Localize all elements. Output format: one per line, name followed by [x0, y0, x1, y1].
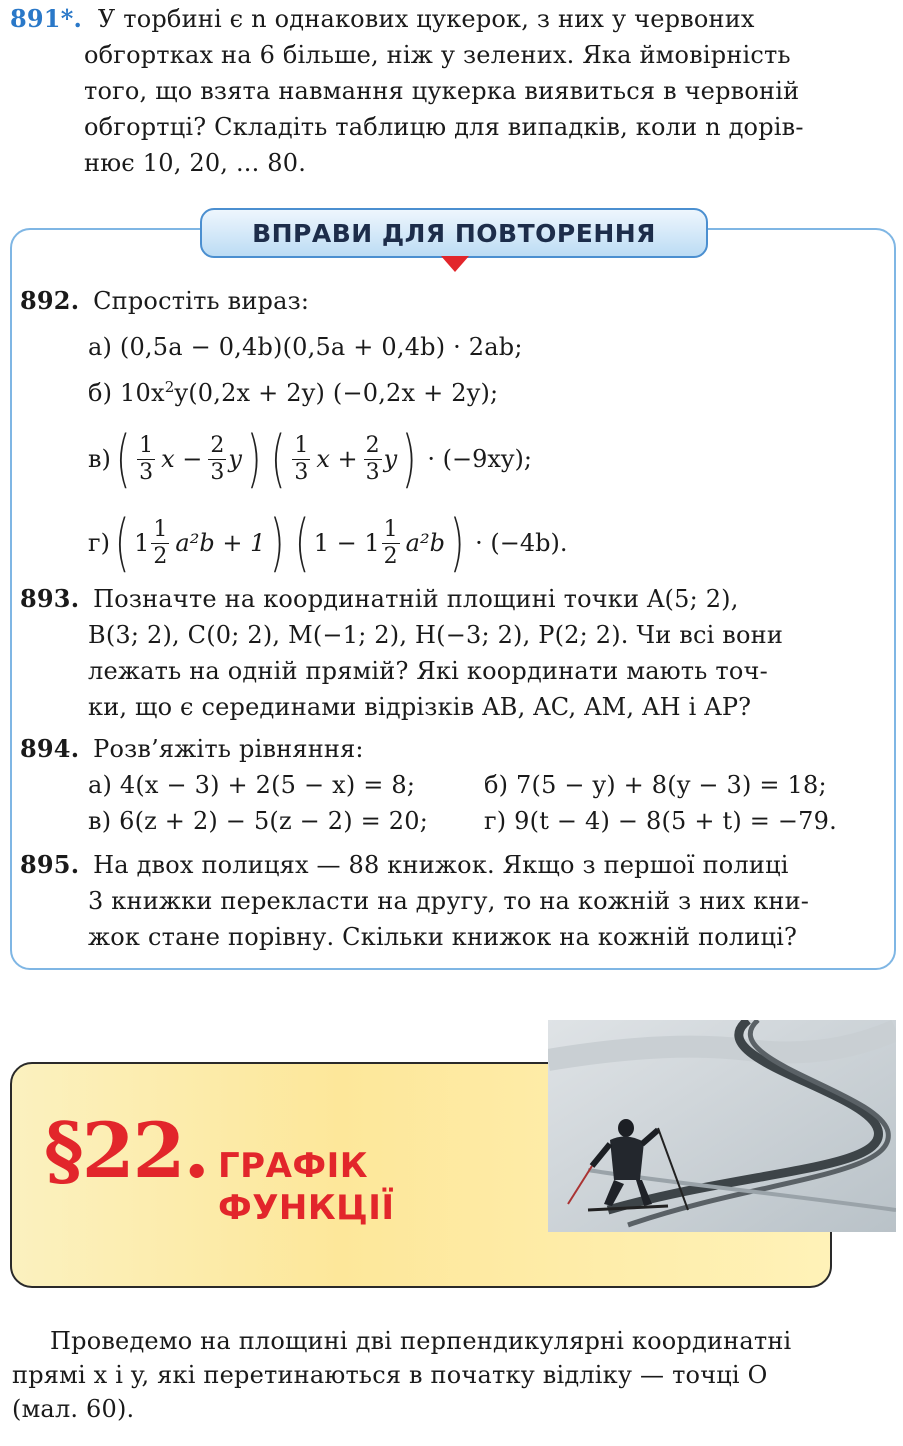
right-paren: ): [270, 506, 285, 579]
exercise-895-line-1: [20, 848, 789, 882]
exercise-893-line-3: лежать на одній прямій? Які координати мають точ-: [88, 657, 768, 685]
term: a²b + 1: [175, 529, 266, 557]
exercise-894-b: б) 7(5 − y) + 8(y − 3) = 18;: [484, 771, 827, 799]
exercise-892-v: [88, 424, 532, 494]
left-paren: (: [294, 506, 309, 579]
exercise-892-g-tail: · (−4b).: [475, 529, 568, 557]
fraction-numerator: 2: [365, 432, 380, 458]
exercise-893-text: Позначте на координатній площині точки A(5; 2),: [93, 585, 739, 613]
exercise-895-text: На двох полицях — 88 книжок. Якщо з першої полиці: [93, 851, 789, 879]
exercise-895-number: 895.: [20, 850, 80, 879]
exercise-892-g: [88, 508, 568, 578]
term: a²b: [405, 529, 445, 557]
fraction-numerator: 1: [139, 432, 154, 458]
intro-line-3: (мал. 60).: [12, 1395, 135, 1423]
term: x +: [316, 445, 358, 473]
fraction-denominator: 3: [210, 459, 225, 485]
exercise-892-v-tail: · (−9xy);: [427, 445, 532, 473]
exercise-892-b-sup: 2: [164, 378, 175, 396]
exercise-895-line-2: 3 книжки перекласти на другу, то на кожній з них кни-: [88, 887, 810, 915]
exercise-894-header: [20, 732, 364, 766]
exercise-892-g-label: г): [88, 529, 110, 557]
exercise-891-line-4: обгортці? Складіть таблицю для випадків, коли n дорів-: [84, 113, 804, 141]
section-banner: ВПРАВИ ДЛЯ ПОВТОРЕННЯ: [200, 208, 708, 258]
right-paren: ): [449, 506, 465, 579]
exercise-892-b: [88, 370, 498, 410]
exercise-893-line-4: ки, що є серединами відрізків AB, AC, AM, AH і AP?: [88, 693, 752, 721]
exercise-893-line-1: [20, 582, 739, 616]
fraction-denominator: 3: [365, 459, 380, 485]
exercise-891-line-5: нює 10, 20, ... 80.: [84, 149, 307, 177]
right-paren: ): [246, 422, 262, 495]
exercise-894-number: 894.: [20, 734, 80, 763]
left-paren: (: [270, 422, 286, 495]
intro-line-1: Проведемо на площині дві перпендикулярні координатні: [50, 1327, 792, 1355]
fraction-denominator: 3: [294, 459, 309, 485]
term: y: [228, 445, 242, 473]
left-paren: (: [115, 422, 131, 495]
left-paren: (: [114, 506, 130, 579]
fraction-numerator: 1: [294, 432, 309, 458]
fraction: [151, 517, 169, 570]
exercise-892-b-prefix: б) 10x: [88, 379, 165, 407]
exercise-894-g: г) 9(t − 4) − 8(5 + t) = −79.: [484, 807, 837, 835]
fraction-denominator: 2: [153, 543, 168, 569]
term: y: [383, 445, 398, 473]
fraction-denominator: 2: [383, 543, 398, 569]
skier-photo: [548, 1020, 896, 1232]
fraction-numerator: 1: [153, 516, 168, 542]
exercise-892-title: Спростіть вираз:: [93, 287, 310, 315]
fraction: [137, 433, 155, 486]
skier-photo-illustration: [548, 1020, 896, 1232]
exercise-891-line-3: того, що взята навмання цукерка виявиться в червоній: [84, 77, 800, 105]
exercise-891-number: 891*.: [10, 4, 83, 33]
exercise-892-header: [20, 284, 309, 318]
fraction: [382, 517, 400, 570]
term: 1 − 1: [313, 529, 380, 557]
chapter-number: §22.: [44, 1106, 208, 1195]
fraction-numerator: 1: [383, 516, 398, 542]
exercise-892-v-label: в): [88, 445, 111, 473]
fraction: [208, 433, 226, 486]
exercise-891-line-2: обгортках на 6 більше, ніж у зелених. Яка ймовірність: [84, 41, 791, 69]
whole-number: 1: [134, 529, 150, 557]
exercise-894-a: а) 4(x − 3) + 2(5 − x) = 8;: [88, 771, 416, 799]
banner-arrow-icon: [441, 256, 469, 272]
exercise-892-number: 892.: [20, 286, 80, 315]
exercise-893-number: 893.: [20, 584, 80, 613]
intro-line-2: прямі x і y, які перетинаються в початку відліку — точці O: [12, 1361, 768, 1389]
exercise-892-a: а) (0,5a − 0,4b)(0,5a + 0,4b) · 2ab;: [88, 333, 523, 361]
fraction-numerator: 2: [210, 432, 225, 458]
chapter-title-line-1: ГРАФІК: [218, 1146, 369, 1186]
fraction: [364, 433, 382, 486]
right-paren: ): [402, 422, 417, 495]
exercise-894-title: Розв’яжіть рівняння:: [93, 735, 364, 763]
exercise-892-b-rest: y(0,2x + 2y) (−0,2x + 2y);: [174, 379, 499, 407]
exercise-895-line-3: жок стане порівну. Скільки книжок на кожній полиці?: [88, 923, 798, 951]
exercise-893-line-2: B(3; 2), C(0; 2), M(−1; 2), H(−3; 2), P(2; 2). Чи всі вони: [88, 621, 784, 649]
exercise-891-line-1: [10, 2, 755, 36]
exercise-894-v: в) 6(z + 2) − 5(z − 2) = 20;: [88, 807, 429, 835]
exercise-891-text: У торбині є n однакових цукерок, з них у червоних: [97, 5, 755, 33]
fraction: [292, 433, 310, 486]
chapter-title-line-2: ФУНКЦІЇ: [218, 1188, 395, 1228]
term: x −: [161, 445, 203, 473]
fraction-denominator: 3: [139, 459, 154, 485]
